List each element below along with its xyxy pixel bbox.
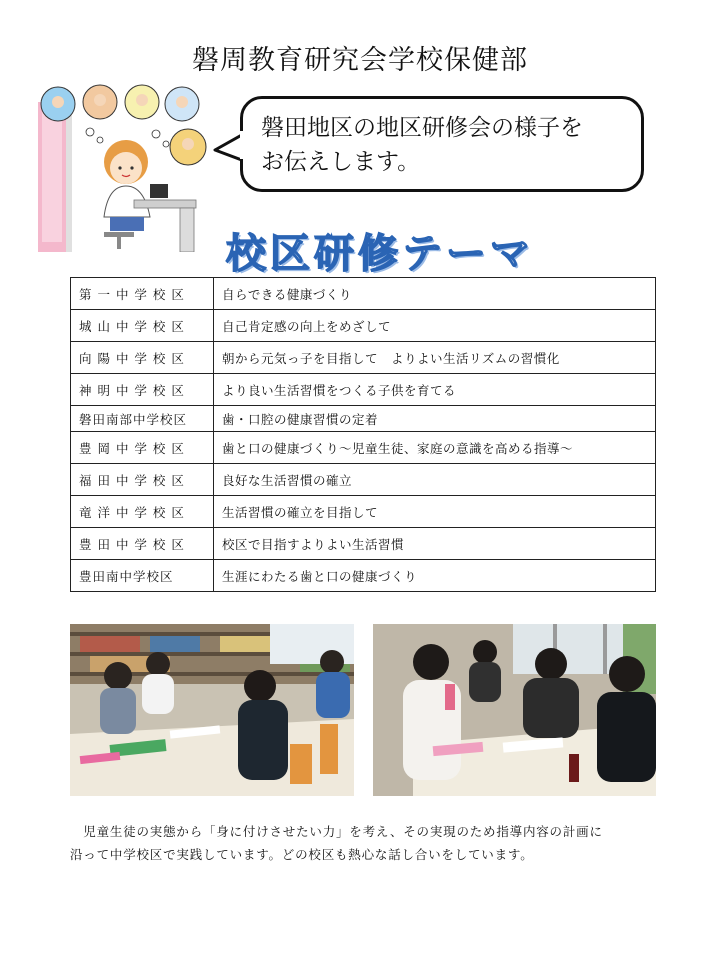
theme-heading [0,222,720,277]
description-line-2: 沿って中学校区で実践しています。どの校区も熱心な話し合いをしています。 [70,847,534,862]
theme-cell: 歯と口の健康づくり～児童生徒、家庭の意識を高める指導～ [214,432,656,464]
theme-cell: 歯・口腔の健康習慣の定着 [214,406,656,432]
page-title: 磐周教育研究会学校保健部 [192,45,528,76]
theme-cell: 良好な生活習慣の確立 [214,464,656,496]
theme-cell: 校区で目指すよりよい生活習慣 [214,528,656,560]
table-row [71,374,656,406]
theme-cell: 朝から元気っ子を目指して よりよい生活リズムの習慣化 [214,342,656,374]
school-cell: 福 田 中 学 校 区 [71,464,214,496]
theme-heading-text: 校区研修テーマ [226,231,534,277]
school-cell: 神 明 中 学 校 区 [71,374,214,406]
table-row [71,528,656,560]
theme-cell: 自己肯定感の向上をめざして [214,310,656,342]
table-row [71,310,656,342]
speech-bubble [240,96,644,192]
school-cell: 豊 岡 中 学 校 区 [71,432,214,464]
school-cell: 豊田南中学校区 [71,560,214,592]
school-cell: 竜 洋 中 学 校 区 [71,496,214,528]
school-cell: 向 陽 中 学 校 区 [71,342,214,374]
bubble-line-1: 磐田地区の地区研修会の様子を [261,115,583,141]
table-row [71,496,656,528]
school-cell: 第 一 中 学 校 区 [71,278,214,310]
meeting-photo-left [70,624,354,796]
description-text [70,820,660,866]
school-cell: 磐田南部中学校区 [71,406,214,432]
table-row [71,406,656,432]
table-row [71,464,656,496]
theme-cell: 自らできる健康づくり [214,278,656,310]
description-line-1: 児童生徒の実態から「身に付けさせたい力」を考え、その実現のため指導内容の計画に [70,824,603,839]
meeting-photo-right [373,624,656,796]
themes-table [70,277,656,592]
theme-cell: 生涯にわたる歯と口の健康づくり [214,560,656,592]
bubble-line-2: お伝えします。 [261,149,421,175]
theme-cell: より良い生活習慣をつくる子供を育てる [214,374,656,406]
table-row [71,560,656,592]
table-row [71,278,656,310]
theme-cell: 生活習慣の確立を目指して [214,496,656,528]
bubble-seam [240,131,245,159]
table-row [71,342,656,374]
school-cell: 城 山 中 学 校 区 [71,310,214,342]
table-row [71,432,656,464]
school-cell: 豊 田 中 学 校 区 [71,528,214,560]
